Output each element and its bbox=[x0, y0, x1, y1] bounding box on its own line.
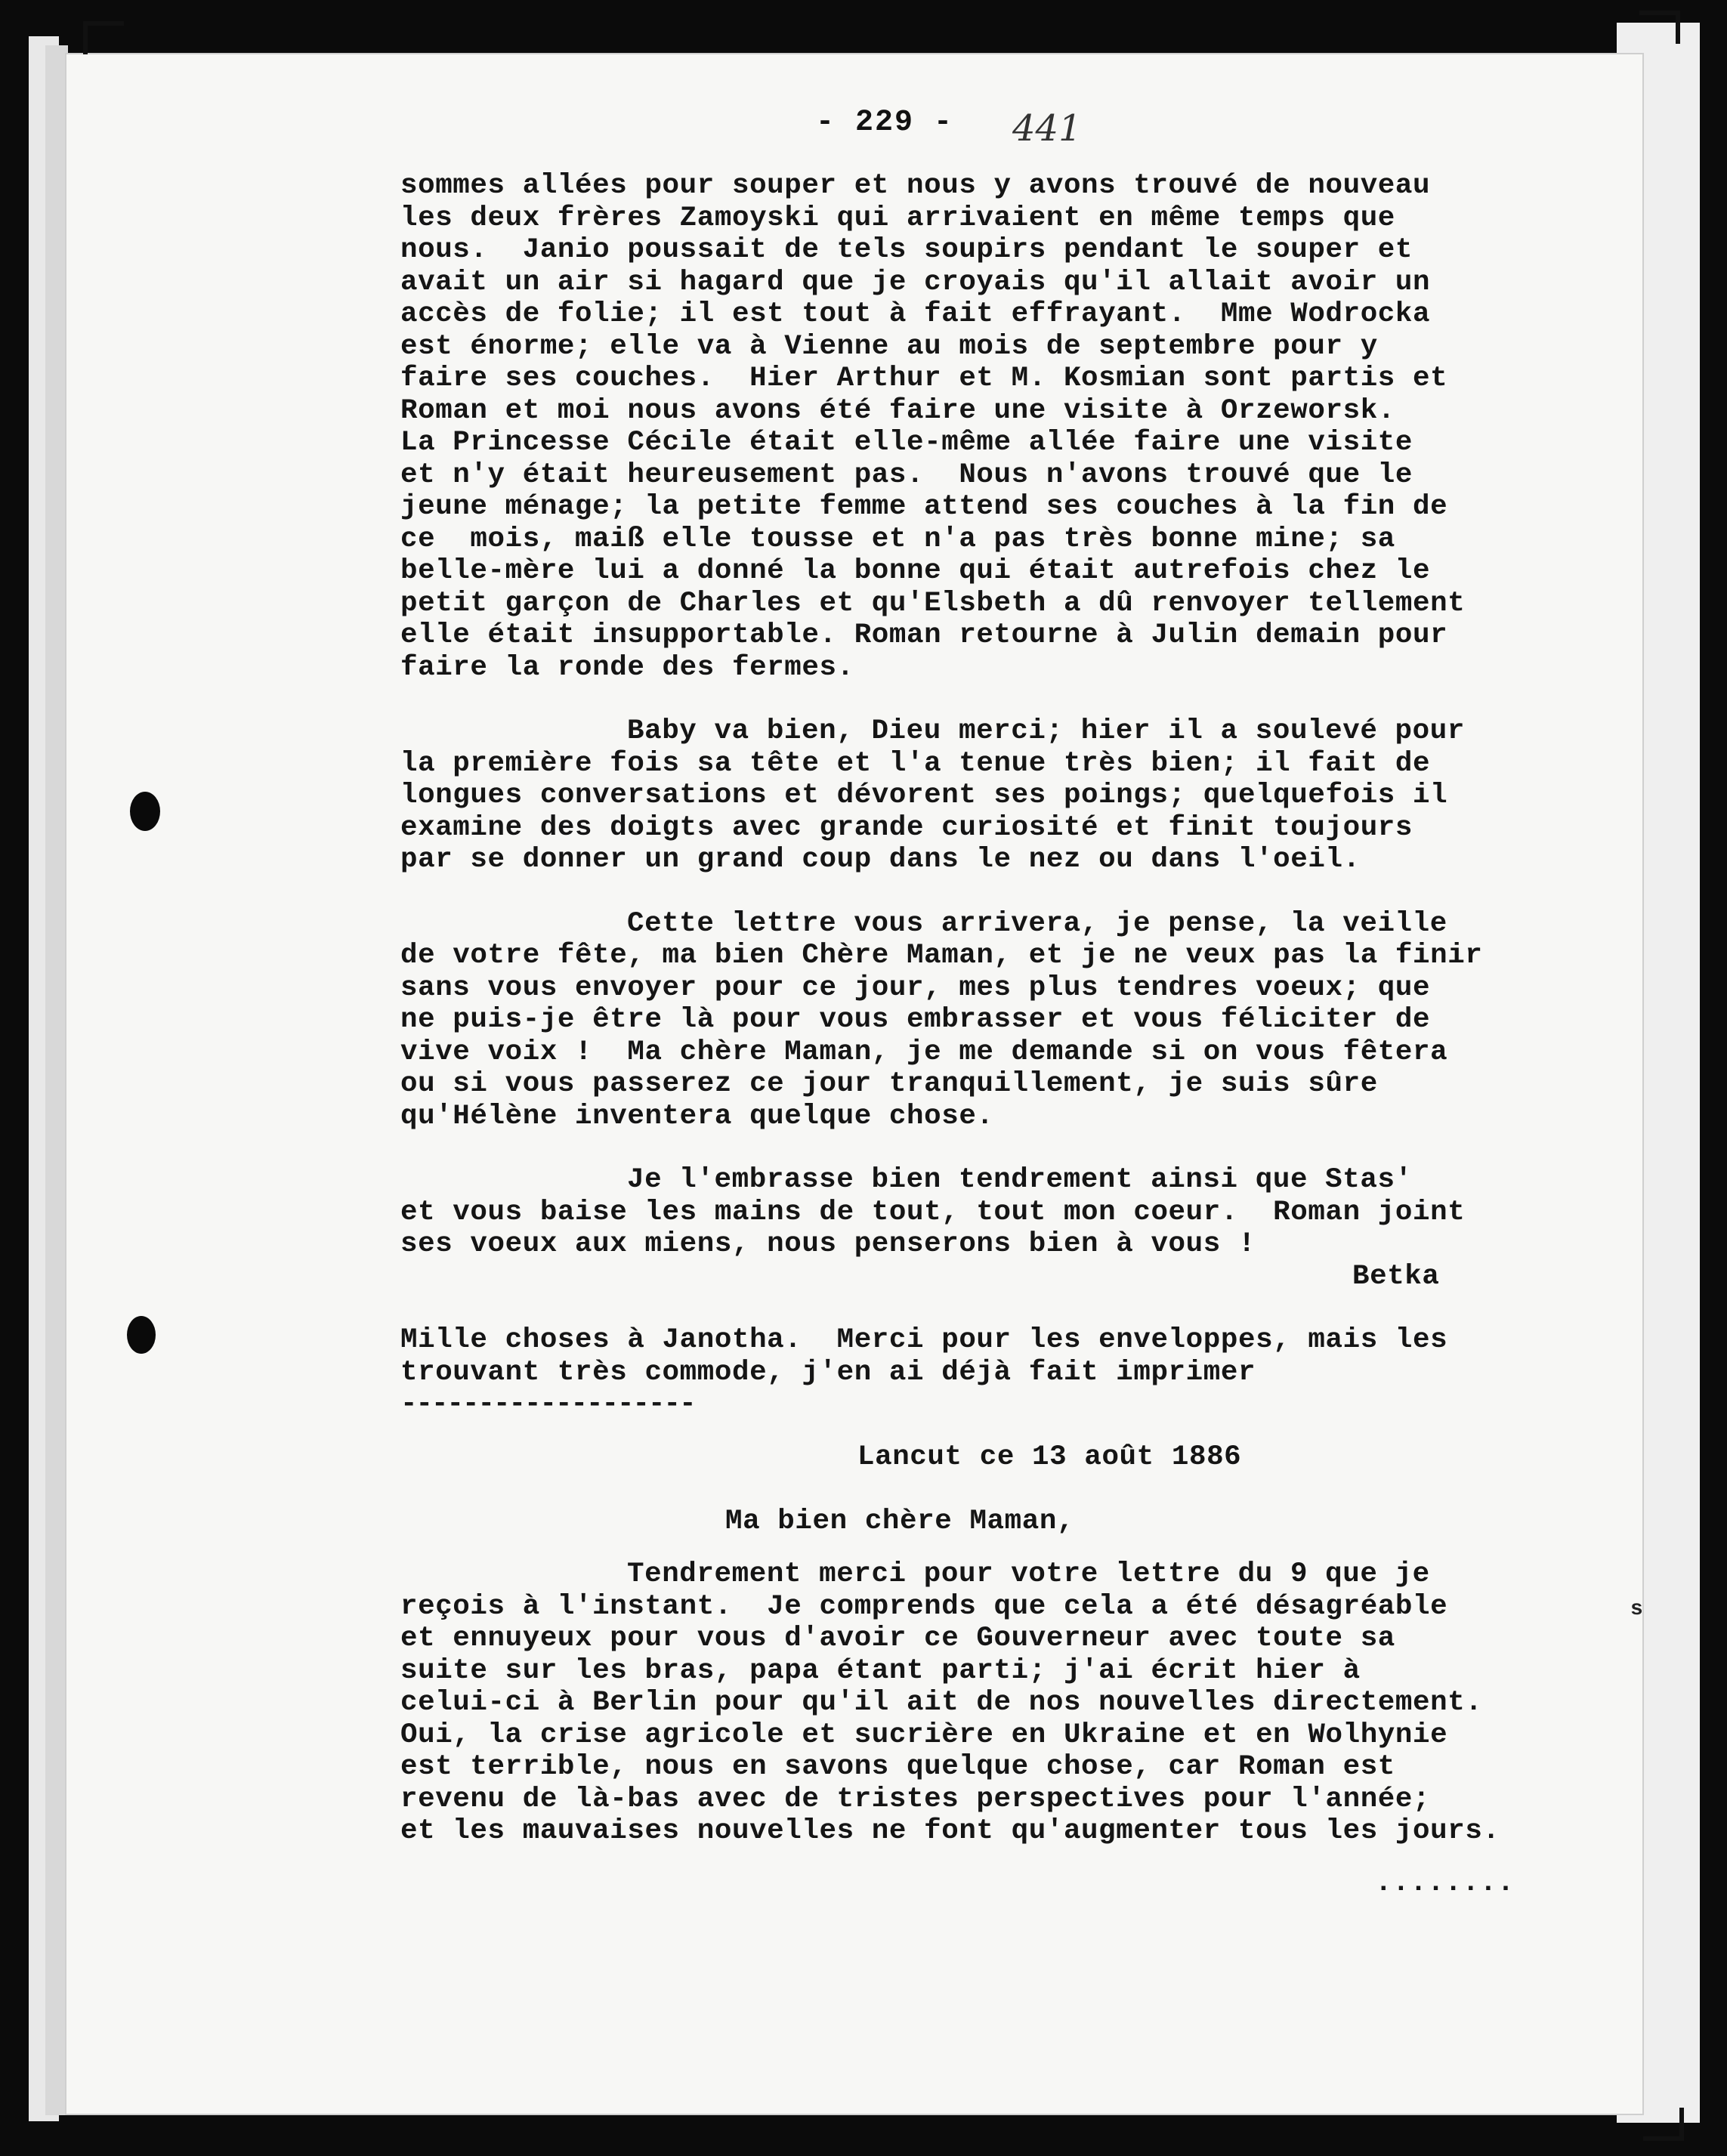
punch-hole-lower bbox=[127, 1316, 156, 1354]
crop-mark-bottom-right bbox=[1643, 2108, 1684, 2141]
text-line: les deux frères Zamoyski qui arrivaient en même temps que bbox=[400, 202, 1395, 234]
crop-mark-top-left bbox=[83, 21, 124, 54]
text-line: ce mois, maiß elle tousse et n'a pas très bonne mine; sa bbox=[400, 523, 1395, 555]
crop-mark-top-right bbox=[1639, 11, 1680, 44]
letter-text bbox=[400, 170, 1609, 1899]
text-line: ses voeux aux miens, nous penserons bien à vous ! bbox=[400, 1228, 1256, 1260]
margin-mark: s bbox=[1630, 1598, 1643, 1621]
text-line: et vous baise les mains de tout, tout mon coeur. Roman joint bbox=[400, 1196, 1466, 1228]
paragraph-gap bbox=[400, 876, 1609, 908]
salutation: Ma bien chère Maman, bbox=[725, 1505, 1075, 1537]
continuation-dots: ........ bbox=[1375, 1867, 1515, 1899]
text-line: vive voix ! Ma chère Maman, je me demande si on vous fêtera bbox=[400, 1036, 1448, 1068]
spacer bbox=[400, 1474, 1609, 1506]
text-line: sommes allées pour souper et nous y avons trouvé de nouveau bbox=[400, 170, 1431, 202]
text-line: et les mauvaises nouvelles ne font qu'augmenter tous les jours. bbox=[400, 1815, 1500, 1847]
text-line: elle était insupportable. Roman retourne à Julin demain pour bbox=[400, 619, 1448, 651]
text-line: ne puis-je être là pour vous embrasser et vous féliciter de bbox=[400, 1004, 1431, 1036]
postscript bbox=[400, 1324, 1609, 1388]
text-line: faire ses couches. Hier Arthur et M. Kosmian sont partis et bbox=[400, 363, 1448, 394]
text-line: Baby va bien, Dieu merci; hier il a soulevé pour bbox=[627, 715, 1465, 747]
text-line: nous. Janio poussait de tels soupirs pendant le souper et bbox=[400, 234, 1413, 266]
page-number: - 229 - bbox=[816, 106, 954, 140]
spacer bbox=[400, 1848, 1609, 1867]
text-line: est énorme; elle va à Vienne au mois de septembre pour y bbox=[400, 330, 1378, 363]
text-line: longues conversations et dévorent ses poings; quelquefois il bbox=[400, 780, 1448, 811]
text-line: revenu de là-bas avec de tristes perspectives pour l'année; bbox=[400, 1783, 1431, 1815]
text-line: belle-mère lui a donné la bonne qui était autrefois chez le bbox=[400, 555, 1431, 587]
text-line: petit garçon de Charles et qu'Elsbeth a dû renvoyer tellement bbox=[400, 587, 1466, 619]
text-line: la première fois sa tête et l'a tenue très bien; il fait de bbox=[400, 747, 1431, 780]
text-line: qu'Hélène inventera quelque chose. bbox=[400, 1100, 994, 1132]
text-line: Cette lettre vous arrivera, je pense, la veille bbox=[627, 907, 1447, 940]
text-line: de votre fête, ma bien Chère Maman, et je ne veux pas la finir bbox=[400, 940, 1483, 971]
text-line: celui-ci à Berlin pour qu'il ait de nos nouvelles directement. bbox=[400, 1687, 1483, 1719]
text-line: Je l'embrasse bien tendrement ainsi que Stas' bbox=[627, 1164, 1413, 1196]
text-line: sans vous envoyer pour ce jour, mes plus tendres voeux; que bbox=[400, 971, 1431, 1004]
text-line: ou si vous passerez ce jour tranquillement, je suis sûre bbox=[400, 1068, 1378, 1100]
text-line: avait un air si hagard que je croyais qu'il allait avoir un bbox=[400, 266, 1431, 298]
text-line: et ennuyeux pour vous d'avoir ce Gouverneur avec toute sa bbox=[400, 1623, 1395, 1654]
punch-hole-upper bbox=[130, 792, 160, 831]
text-line: Oui, la crise agricole et sucrière en Ukraine et en Wolhynie bbox=[400, 1719, 1448, 1751]
text-line: La Princesse Cécile était elle-même allée faire une visite bbox=[400, 427, 1413, 459]
paragraph-gap bbox=[400, 1132, 1609, 1164]
letter-paragraphs bbox=[400, 170, 1609, 1261]
handwritten-page-number: 441 bbox=[1012, 107, 1082, 150]
second-letter-body bbox=[400, 1558, 1609, 1848]
paragraph-gap bbox=[400, 684, 1609, 715]
postscript-underline: ------------------- bbox=[400, 1388, 695, 1420]
postscript-line: trouvant très commode, j'en ai déjà fait imprimer bbox=[400, 1356, 1256, 1388]
text-line: accès de folie; il est tout à fait effrayant. Mme Wodrocka bbox=[400, 298, 1431, 330]
postscript-line: Mille choses à Janotha. Merci pour les enveloppes, mais les bbox=[400, 1324, 1448, 1356]
text-line: reçois à l'instant. Je comprends que cela a été désagréable bbox=[400, 1590, 1448, 1623]
text-line: Roman et moi nous avons été faire une visite à Orzeworsk. bbox=[400, 394, 1395, 427]
text-line: suite sur les bras, papa étant parti; j'ai écrit hier à bbox=[400, 1654, 1361, 1687]
text-line: faire la ronde des fermes. bbox=[400, 651, 854, 684]
spacer bbox=[400, 1293, 1609, 1324]
text-line: jeune ménage; la petite femme attend ses couches à la fin de bbox=[400, 491, 1448, 523]
text-line: est terrible, nous en savons quelque chose, car Roman est bbox=[400, 1751, 1395, 1783]
text-line: par se donner un grand coup dans le nez ou dans l'oeil. bbox=[400, 844, 1361, 876]
text-line: examine des doigts avec grande curiosité et finit toujours bbox=[400, 811, 1413, 844]
dateline: Lancut ce 13 août 1886 bbox=[857, 1441, 1242, 1473]
text-line: Tendrement merci pour votre lettre du 9 que je bbox=[627, 1558, 1430, 1590]
signature: Betka bbox=[1352, 1260, 1440, 1293]
margin-bar bbox=[23, 2085, 27, 2123]
spacer bbox=[400, 1537, 1609, 1558]
text-line: et n'y était heureusement pas. Nous n'avons trouvé que le bbox=[400, 459, 1413, 491]
